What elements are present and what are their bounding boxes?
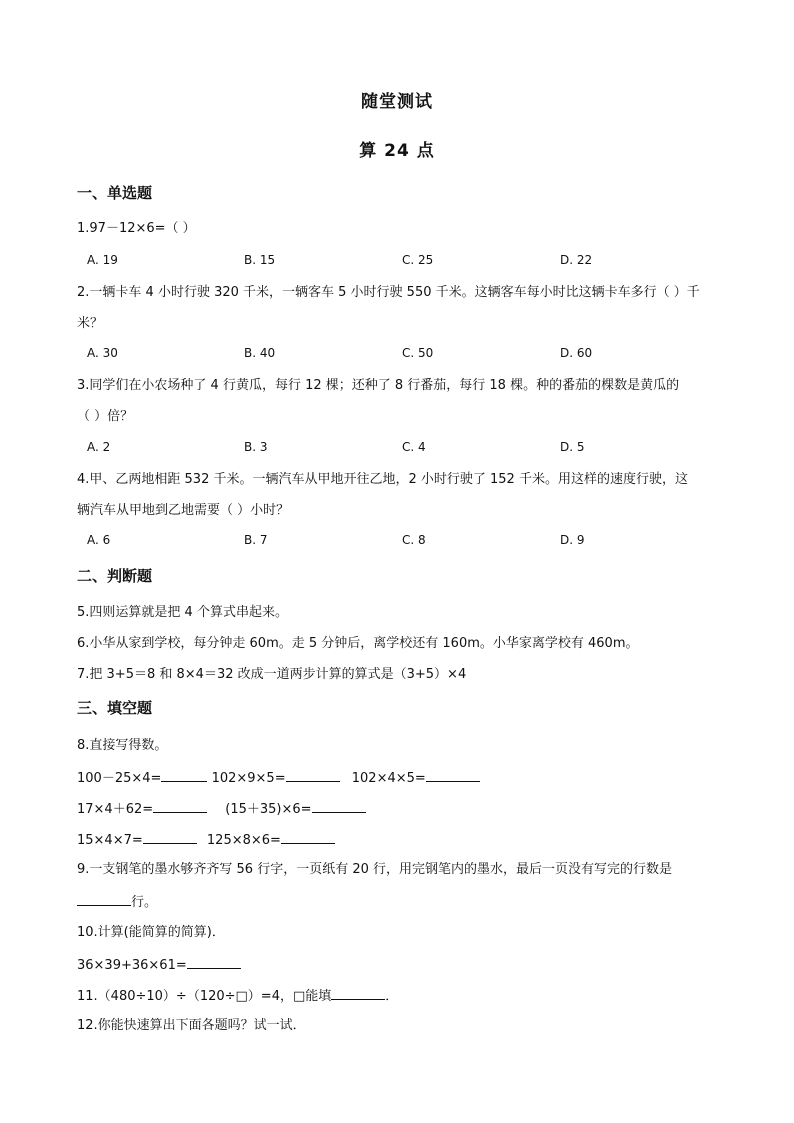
question-3-line-1: 3.同学们在小农场种了 4 行黄瓜，每行 12 棵；还种了 8 行番茄，每行 18 棵。种的番茄的棵数是黄瓜的 — [77, 378, 680, 393]
question-3-options — [87, 440, 687, 458]
option-d[interactable]: D. 5 — [560, 440, 585, 454]
answer-blank[interactable] — [143, 830, 197, 844]
answer-blank[interactable] — [77, 892, 131, 906]
option-c[interactable]: C. 8 — [402, 533, 426, 547]
question-11 — [77, 986, 398, 1006]
option-d[interactable]: D. 60 — [560, 346, 593, 360]
calc-row-3 — [77, 830, 335, 850]
page-subtitle: 算 24 点 — [359, 141, 435, 161]
question-9-line-2 — [77, 892, 157, 912]
answer-blank[interactable] — [153, 799, 207, 813]
answer-blank[interactable] — [187, 955, 241, 969]
question-9-line-1: 9.一支钢笔的墨水够齐齐写 56 行字，一页纸有 20 行，用完钢笔内的墨水，最后一页没有写完的行数是 — [77, 862, 673, 877]
question-1-options — [87, 253, 687, 271]
calc-expression: (15＋35)×6= — [225, 802, 312, 817]
calc-expression: 102×9×5= — [211, 771, 286, 786]
question-4-line-2: 辆汽车从甲地到乙地需要（ ）小时？ — [77, 503, 290, 518]
question-11-text: 11.（480÷10）÷（120÷□）=4，□能填 — [77, 989, 332, 1004]
question-4-line-1: 4.甲、乙两地相距 532 千米。一辆汽车从甲地开往乙地，2 小时行驶了 152 千米。用这样的速度行驶，这 — [77, 472, 688, 487]
question-10: 10.计算(能简算的简算)． — [77, 925, 225, 940]
calc-expression: 102×4×5= — [351, 771, 426, 786]
calc-expression: 36×39+36×61= — [77, 958, 187, 973]
question-10-expression-row — [77, 955, 241, 975]
calc-row-2 — [77, 799, 366, 819]
section-heading-fill-blank: 三、填空题 — [77, 699, 153, 717]
option-c[interactable]: C. 4 — [402, 440, 426, 454]
page-title: 随堂测试 — [361, 92, 433, 112]
answer-blank[interactable] — [312, 799, 366, 813]
answer-blank[interactable] — [426, 768, 480, 782]
question-4-options — [87, 533, 687, 551]
calc-expression: 125×8×6= — [206, 833, 281, 848]
option-b[interactable]: B. 15 — [244, 253, 276, 267]
option-a[interactable]: A. 30 — [87, 346, 118, 360]
question-7: 7.把 3+5＝8 和 8×4＝32 改成一道两步计算的算式是（3+5）×4 — [77, 667, 467, 682]
answer-blank[interactable] — [161, 768, 207, 782]
question-5: 5.四则运算就是把 4 个算式串起来。 — [77, 605, 288, 620]
question-1: 1.97－12×6=（ ） — [77, 221, 196, 236]
calc-expression: 15×4×7= — [77, 833, 143, 848]
option-b[interactable]: B. 40 — [244, 346, 276, 360]
option-c[interactable]: C. 25 — [402, 253, 434, 267]
calc-row-1 — [77, 768, 480, 788]
calc-expression: 17×4＋62= — [77, 802, 154, 817]
option-d[interactable]: D. 22 — [560, 253, 593, 267]
question-2-line-1: 2.一辆卡车 4 小时行驶 320 千米，一辆客车 5 小时行驶 550 千米。这辆客车每小时比这辆卡车多行（ ）千 — [77, 285, 700, 300]
answer-blank[interactable] — [286, 768, 340, 782]
answer-blank[interactable] — [331, 986, 385, 1000]
option-b[interactable]: B. 3 — [244, 440, 268, 454]
option-a[interactable]: A. 6 — [87, 533, 111, 547]
question-12: 12.你能快速算出下面各题吗？试一试． — [77, 1018, 306, 1033]
option-a[interactable]: A. 2 — [87, 440, 111, 454]
question-11-suffix: ． — [385, 989, 399, 1004]
option-b[interactable]: B. 7 — [244, 533, 268, 547]
question-9-suffix: 行。 — [131, 895, 158, 910]
answer-blank[interactable] — [281, 830, 335, 844]
option-d[interactable]: D. 9 — [560, 533, 585, 547]
question-3-line-2: （ ）倍？ — [77, 409, 134, 424]
question-6: 6.小华从家到学校，每分钟走 60m。走 5 分钟后，离学校还有 160m。小华家离学校有 460m。 — [77, 636, 639, 651]
section-heading-judgement: 二、判断题 — [77, 567, 153, 585]
question-8: 8.直接写得数。 — [77, 738, 168, 753]
option-a[interactable]: A. 19 — [87, 253, 118, 267]
question-2-options — [87, 346, 687, 364]
section-heading-single-choice: 一、单选题 — [77, 184, 153, 202]
question-2-line-2: 米？ — [77, 316, 104, 331]
option-c[interactable]: C. 50 — [402, 346, 434, 360]
calc-expression: 100－25×4= — [77, 771, 162, 786]
